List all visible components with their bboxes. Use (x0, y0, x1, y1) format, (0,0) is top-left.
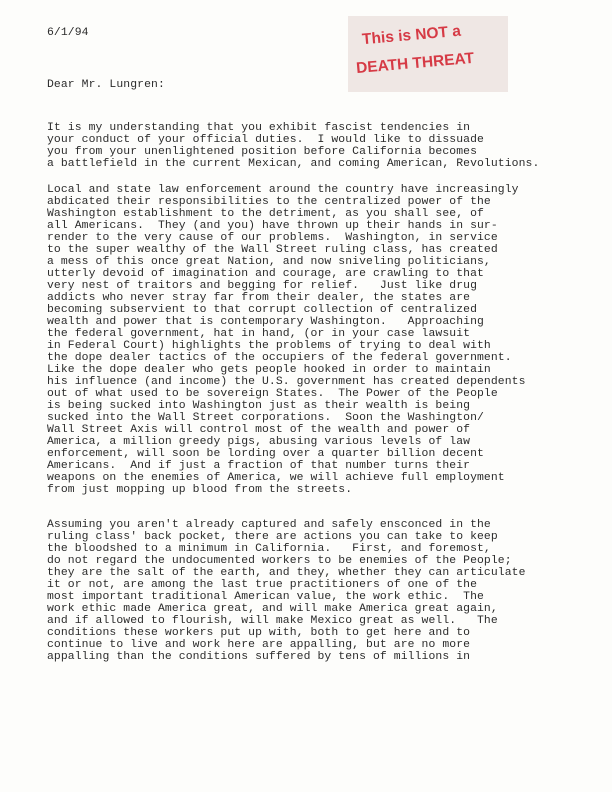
paragraph-line: abdicated their responsibilities to the centralized power of the (47, 196, 491, 208)
paragraph-line: conditions these workers put up with, both to get here and to (47, 627, 471, 639)
paragraph-line: it or not, are among the last true practitioners of one of the (47, 579, 478, 591)
paragraph-line: wealth and power that is contemporary Washington. Approaching (47, 316, 484, 328)
paragraph-2 (47, 184, 526, 496)
paragraph-line: the bloodshed to a minimum in California. First, and foremost, (47, 543, 491, 555)
paragraph-line: very nest of traitors and begging for relief. Just like drug (47, 280, 478, 292)
paragraph-line: render to the very cause of our problems. Washington, in service (47, 232, 498, 244)
paragraph-line: continue to live and work here are appalling, but are no more (47, 639, 471, 651)
paragraph-line: his influence (and income) the U.S. government has created dependents (47, 376, 526, 388)
paragraph-line: Like the dope dealer who gets people hooked in order to maintain (47, 364, 491, 376)
paragraph-line: the dope dealer tactics of the occupiers of the federal government. (47, 352, 512, 364)
paragraph-line: to the super wealthy of the Wall Street ruling class, has created (47, 244, 498, 256)
paragraph-line: they are the salt of the earth, and they, whether they can articulate (47, 567, 526, 579)
paragraph-line: Americans. And if just a fraction of that number turns their (47, 460, 471, 472)
paragraph-1 (47, 122, 539, 170)
paragraph-line: your conduct of your official duties. I would like to dissuade (47, 134, 484, 146)
paragraph-line: the federal government, hat in hand, (or in your case lawsuit (47, 328, 471, 340)
paragraph-line: appalling than the conditions suffered by tens of millions in (47, 651, 471, 663)
paragraph-line: is being sucked into Washington just as their wealth is being (47, 400, 471, 412)
paragraph-line: enforcement, will soon be lording over a quarter billion decent (47, 448, 484, 460)
paragraph-line: Washington establishment to the detriment, as you shall see, of (47, 208, 484, 220)
letter-greeting: Dear Mr. Lungren: (47, 79, 165, 91)
letter-date: 6/1/94 (47, 27, 89, 39)
paragraph-line: a mess of this once great Nation, and now sniveling politicians, (47, 256, 491, 268)
paragraph-line: addicts who never stray far from their dealer, the states are (47, 292, 471, 304)
paragraph-line: most important traditional American value, the work ethic. The (47, 591, 484, 603)
paragraph-line: ruling class' back pocket, there are actions you can take to keep (47, 531, 498, 543)
paragraph-line: weapons on the enemies of America, we will achieve full employment (47, 472, 505, 484)
paragraph-line: Local and state law enforcement around the country have increasingly (47, 184, 519, 196)
stamp-line-1: This is NOT a (361, 22, 462, 49)
paragraph-3 (47, 519, 526, 663)
paragraph-line: do not regard the undocumented workers to be enemies of the People; (47, 555, 512, 567)
stamp (348, 16, 508, 92)
paragraph-line: America, a million greedy pigs, abusing various levels of law (47, 436, 471, 448)
paragraph-line: Assuming you aren't already captured and safely ensconced in the (47, 519, 491, 531)
paragraph-line: becoming subservient to that corrupt collection of centralized (47, 304, 478, 316)
paragraph-line: out of what used to be sovereign States. The Power of the People (47, 388, 498, 400)
paragraph-line: work ethic made America great, and will make America great again, (47, 603, 498, 615)
paragraph-line: utterly devoid of imagination and courage, are crawling to that (47, 268, 484, 280)
paragraph-line: in Federal Court) highlights the problems of trying to deal with (47, 340, 491, 352)
paragraph-line: It is my understanding that you exhibit fascist tendencies in (47, 122, 471, 134)
paragraph-line: all Americans. They (and you) have thrown up their hands in sur- (47, 220, 498, 232)
paragraph-line: a battlefield in the current Mexican, and coming American, Revolutions. (47, 158, 540, 170)
paragraph-line: sucked into the Wall Street corporations. Soon the Washington/ (47, 412, 484, 424)
paragraph-line: Wall Street Axis will control most of the wealth and power of (47, 424, 471, 436)
paragraph-line: and if allowed to flourish, will make Mexico great as well. The (47, 615, 498, 627)
paragraph-line: from just mopping up blood from the streets. (47, 484, 353, 496)
stamp-line-2: DEATH THREAT (355, 49, 475, 78)
paragraph-line: you from your unenlightened position before California becomes (47, 146, 478, 158)
